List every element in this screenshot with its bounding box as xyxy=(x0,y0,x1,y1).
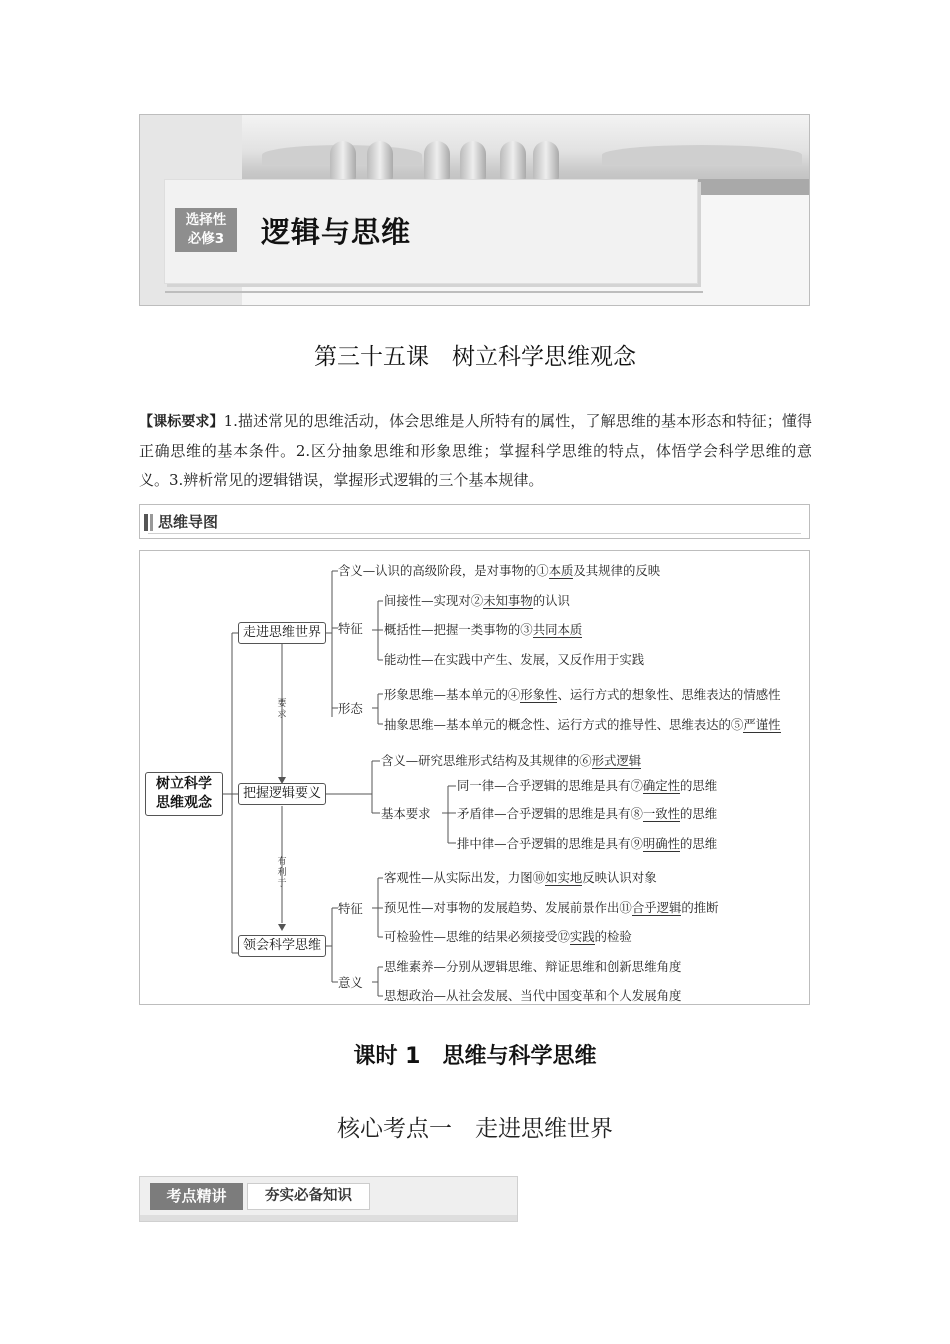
b1-form-1 xyxy=(384,687,781,702)
b1-feature-label: 特征 xyxy=(338,621,363,636)
banner-underline xyxy=(165,291,703,293)
b1-m1-answer: 形象性 xyxy=(520,687,558,702)
lesson-title: 第三十五课 树立科学思维观念 xyxy=(314,344,636,370)
banner-card xyxy=(164,179,698,284)
b3-meaning-label: 意义 xyxy=(338,975,363,990)
knowledge-bar-base xyxy=(140,1215,517,1221)
b1-m1-pre: 形象思维—基本单元的④ xyxy=(384,687,521,702)
b2-rule-1 xyxy=(457,778,717,793)
b3-f2-pre: 预见性—对事物的发展趋势、发展前景作出⑪ xyxy=(384,900,632,915)
mind-map xyxy=(139,550,810,1005)
b3-f1-post: 反映认识对象 xyxy=(582,870,657,885)
b2-r1-post: 的思维 xyxy=(680,778,718,793)
section-underline xyxy=(148,533,801,534)
section-mark-icon xyxy=(150,514,153,531)
arrow-head-icon xyxy=(278,924,286,931)
banner-building xyxy=(424,141,450,181)
b1-feature-1 xyxy=(384,593,570,608)
b2-r2-post: 的思维 xyxy=(680,806,718,821)
b2-r2-answer: 一致性 xyxy=(642,806,681,821)
b1-feature-3: 能动性—在实践中产生、发展，又反作用于实践 xyxy=(384,652,645,667)
connector-line xyxy=(325,761,380,813)
knowledge-bar-label: 考点精讲 xyxy=(150,1183,243,1210)
b3-f1-answer: 如实地 xyxy=(545,870,583,885)
b3-f3-pre: 可检验性—思维的结果必须接受⑫ xyxy=(384,929,570,944)
b2-r3-post: 的思维 xyxy=(680,836,718,851)
connector-line xyxy=(325,908,338,982)
connector-line xyxy=(442,786,456,843)
knowledge-bar-sublabel: 夯实必备知识 xyxy=(247,1183,370,1210)
b3-significance-2: 思想政治—从社会发展、当代中国变革和个人发展角度 xyxy=(384,988,682,1003)
lesson1-title: 课时 1 思维与科学思维 xyxy=(353,1044,597,1069)
branch-node-thinking-world: 走进思维世界 xyxy=(238,622,326,644)
requirements-label: 【课标要求】 xyxy=(139,414,224,430)
b2-meaning-pre: 含义—研究思维形式结构及其规律的⑥ xyxy=(381,753,592,768)
b3-f2-post: 的推断 xyxy=(681,900,719,915)
b2-meaning-answer: 形式逻辑 xyxy=(591,753,642,768)
b1-f2-answer: 共同本质 xyxy=(532,622,583,637)
b1-form-label: 形态 xyxy=(338,701,363,716)
branch-node-scientific: 领会科学思维 xyxy=(238,935,326,957)
b2-r3-answer: 明确性 xyxy=(642,836,681,851)
section-mark-icon xyxy=(144,514,148,531)
b2-r2-pre: 矛盾律—合乎逻辑的思维是具有⑧ xyxy=(457,806,643,821)
root-node xyxy=(145,772,223,816)
b1-m2-answer: 严谨性 xyxy=(743,717,781,732)
curriculum-requirements xyxy=(139,407,812,495)
course-tag-line2: 必修3 xyxy=(187,231,225,247)
b3-f1-pre: 客观性—从实际出发，力图⑩ xyxy=(384,870,546,885)
connector-line xyxy=(325,571,338,717)
b1-meaning-pre: —认识的高级阶段，是对事物的① xyxy=(362,563,549,578)
b3-f2-answer: 合乎逻辑 xyxy=(631,900,682,915)
b1-m2-pre: 抽象思维—基本单元的概念性、运行方式的推导性、思维表达的⑤ xyxy=(384,717,744,732)
requirements-text: 1.描述常见的思维活动，体会思维是人所特有的属性，了解思维的基本形态和特征；懂得正确思维的基本条件。2.区分抽象思维和形象思维；掌握科学思维的特点，体悟学会科学思维的意义。3.辨析常见的逻辑错误，掌握形式逻辑的三个基本规律。 xyxy=(139,412,812,489)
banner-building xyxy=(460,141,486,181)
b2-req-label: 基本要求 xyxy=(381,806,431,821)
b1-m1-post: 、运行方式的想象性、思维表达的情感性 xyxy=(557,687,781,702)
branch-node-logic: 把握逻辑要义 xyxy=(238,783,326,805)
edge-label-require: 要 求 xyxy=(277,699,287,720)
b3-significance-1: 思维素养—分别从逻辑思维、辩证思维和创新思维角度 xyxy=(384,959,682,974)
mindmap-section-header xyxy=(139,504,810,539)
b3-feature-label: 特征 xyxy=(338,901,363,916)
b3-f3-post: 的检验 xyxy=(594,929,632,944)
b3-feature-1 xyxy=(384,870,657,885)
banner-building xyxy=(533,141,559,181)
b1-meaning-answer: 本质 xyxy=(548,563,574,578)
b3-feature-2 xyxy=(384,900,719,915)
b1-f2-pre: 概括性—把握一类事物的③ xyxy=(384,622,533,637)
banner-hill xyxy=(602,145,802,165)
b2-rule-3 xyxy=(457,836,717,851)
edge-label-beneficial: 有 利 于 xyxy=(277,857,287,889)
b1-feature-2 xyxy=(384,622,582,637)
connector-line xyxy=(372,694,383,724)
b3-f3-answer: 实践 xyxy=(569,929,595,944)
b1-meaning xyxy=(338,563,660,578)
b1-f1-post: 的认识 xyxy=(532,593,570,608)
b2-rule-2 xyxy=(457,806,717,821)
banner-building xyxy=(330,141,356,181)
banner-building xyxy=(500,141,526,181)
b2-meaning xyxy=(381,753,641,768)
course-tag xyxy=(175,208,237,252)
core-point-title: 核心考点一 走进思维世界 xyxy=(337,1116,613,1142)
b3-feature-3 xyxy=(384,929,632,944)
b1-meaning-label: 含义 xyxy=(338,563,363,578)
b1-f1-answer: 未知事物 xyxy=(483,593,533,608)
b1-form-2 xyxy=(384,717,781,732)
b1-meaning-post: 及其规律的反映 xyxy=(573,563,661,578)
book-title: 逻辑与思维 xyxy=(261,215,412,249)
connector-line xyxy=(372,967,383,996)
connector-line xyxy=(372,878,383,937)
b2-r1-pre: 同一律—合乎逻辑的思维是具有⑦ xyxy=(457,778,643,793)
connector-line xyxy=(372,601,383,660)
b2-r1-answer: 确定性 xyxy=(642,778,681,793)
knowledge-bar xyxy=(139,1176,518,1222)
root-line2: 思维观念 xyxy=(156,795,212,811)
chapter-banner xyxy=(139,114,810,306)
b1-f1-pre: 间接性—实现对② xyxy=(384,593,484,608)
banner-building xyxy=(367,141,393,181)
section-title: 思维导图 xyxy=(158,513,219,531)
b2-r3-pre: 排中律—合乎逻辑的思维是具有⑨ xyxy=(457,836,643,851)
root-line1: 树立科学 xyxy=(156,776,212,792)
course-tag-line1: 选择性 xyxy=(185,212,227,228)
